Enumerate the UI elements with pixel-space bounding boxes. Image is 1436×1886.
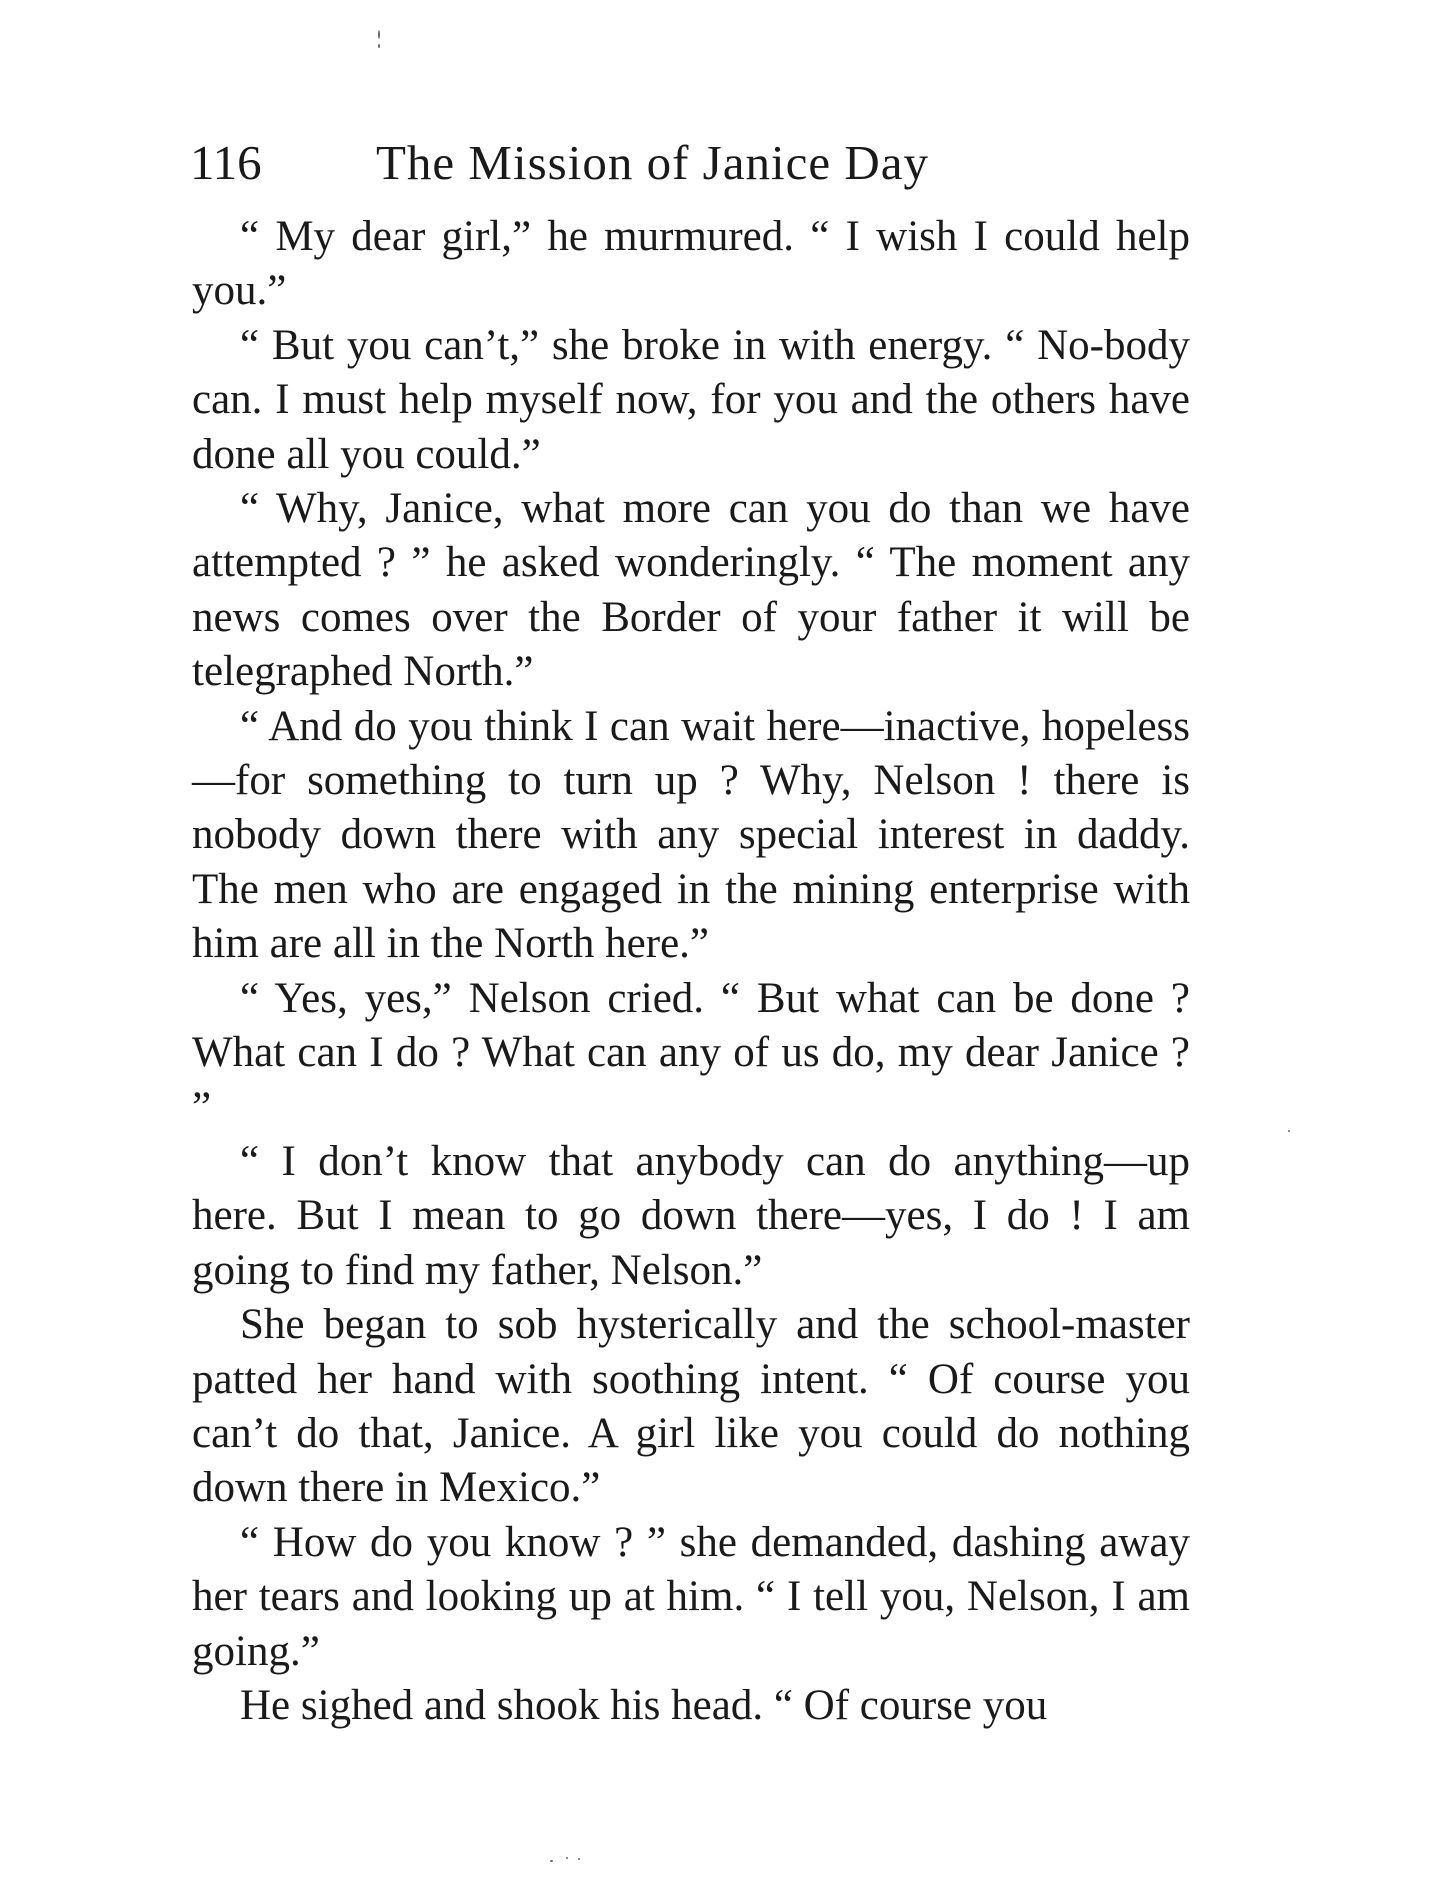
scan-speck	[378, 30, 380, 39]
page-number: 116	[190, 135, 262, 190]
scan-speck	[378, 44, 380, 48]
paragraph: “ But you can’t,” she broke in with energy. “ No-body can. I must help myself now, for you and the others have done all you could.”	[192, 321, 1190, 478]
scan-speck	[550, 1860, 553, 1862]
running-head	[190, 128, 1190, 198]
paragraph: “ How do you know ? ” she demanded, dashing away her tears and looking up at him. “ I tell you, Nelson, I am going.”	[192, 1518, 1190, 1675]
paragraph: She began to sob hysterically and the school-master patted her hand with soothing intent. “ Of course you can’t do that, Janice. A girl like you could do nothing down there in Mexico.”	[192, 1301, 1190, 1512]
scan-speck	[578, 1858, 580, 1860]
paragraph: “ And do you think I can wait here—inactive, hopeless—for something to turn up ? Why, Nelson ! there is nobody down there with any special interest in daddy. The men who are engaged in the mining enterprise with him are all in the North here.”	[192, 702, 1190, 968]
paragraph: “ Yes, yes,” Nelson cried. “ But what can be done ? What can I do ? What can any of us do, my dear Janice ? ”	[192, 974, 1190, 1131]
scan-speck	[566, 1857, 568, 1859]
book-title: The Mission of Janice Day	[376, 135, 929, 190]
paragraph: “ Why, Janice, what more can you do than we have attempted ? ” he asked wonderingly. “ The moment any news comes over the Border of your father it will be telegraphed North.”	[192, 485, 1190, 696]
paragraph: “ I don’t know that anybody can do anything—up here. But I mean to go down there—yes, I do ! I am going to find my father, Nelson.”	[192, 1137, 1190, 1294]
paragraph: He sighed and shook his head. “ Of course you	[240, 1681, 1048, 1729]
body-text	[192, 210, 1190, 1733]
scan-speck	[1288, 1130, 1290, 1132]
paragraph: “ My dear girl,” he murmured. “ I wish I could help you.”	[192, 213, 1190, 315]
